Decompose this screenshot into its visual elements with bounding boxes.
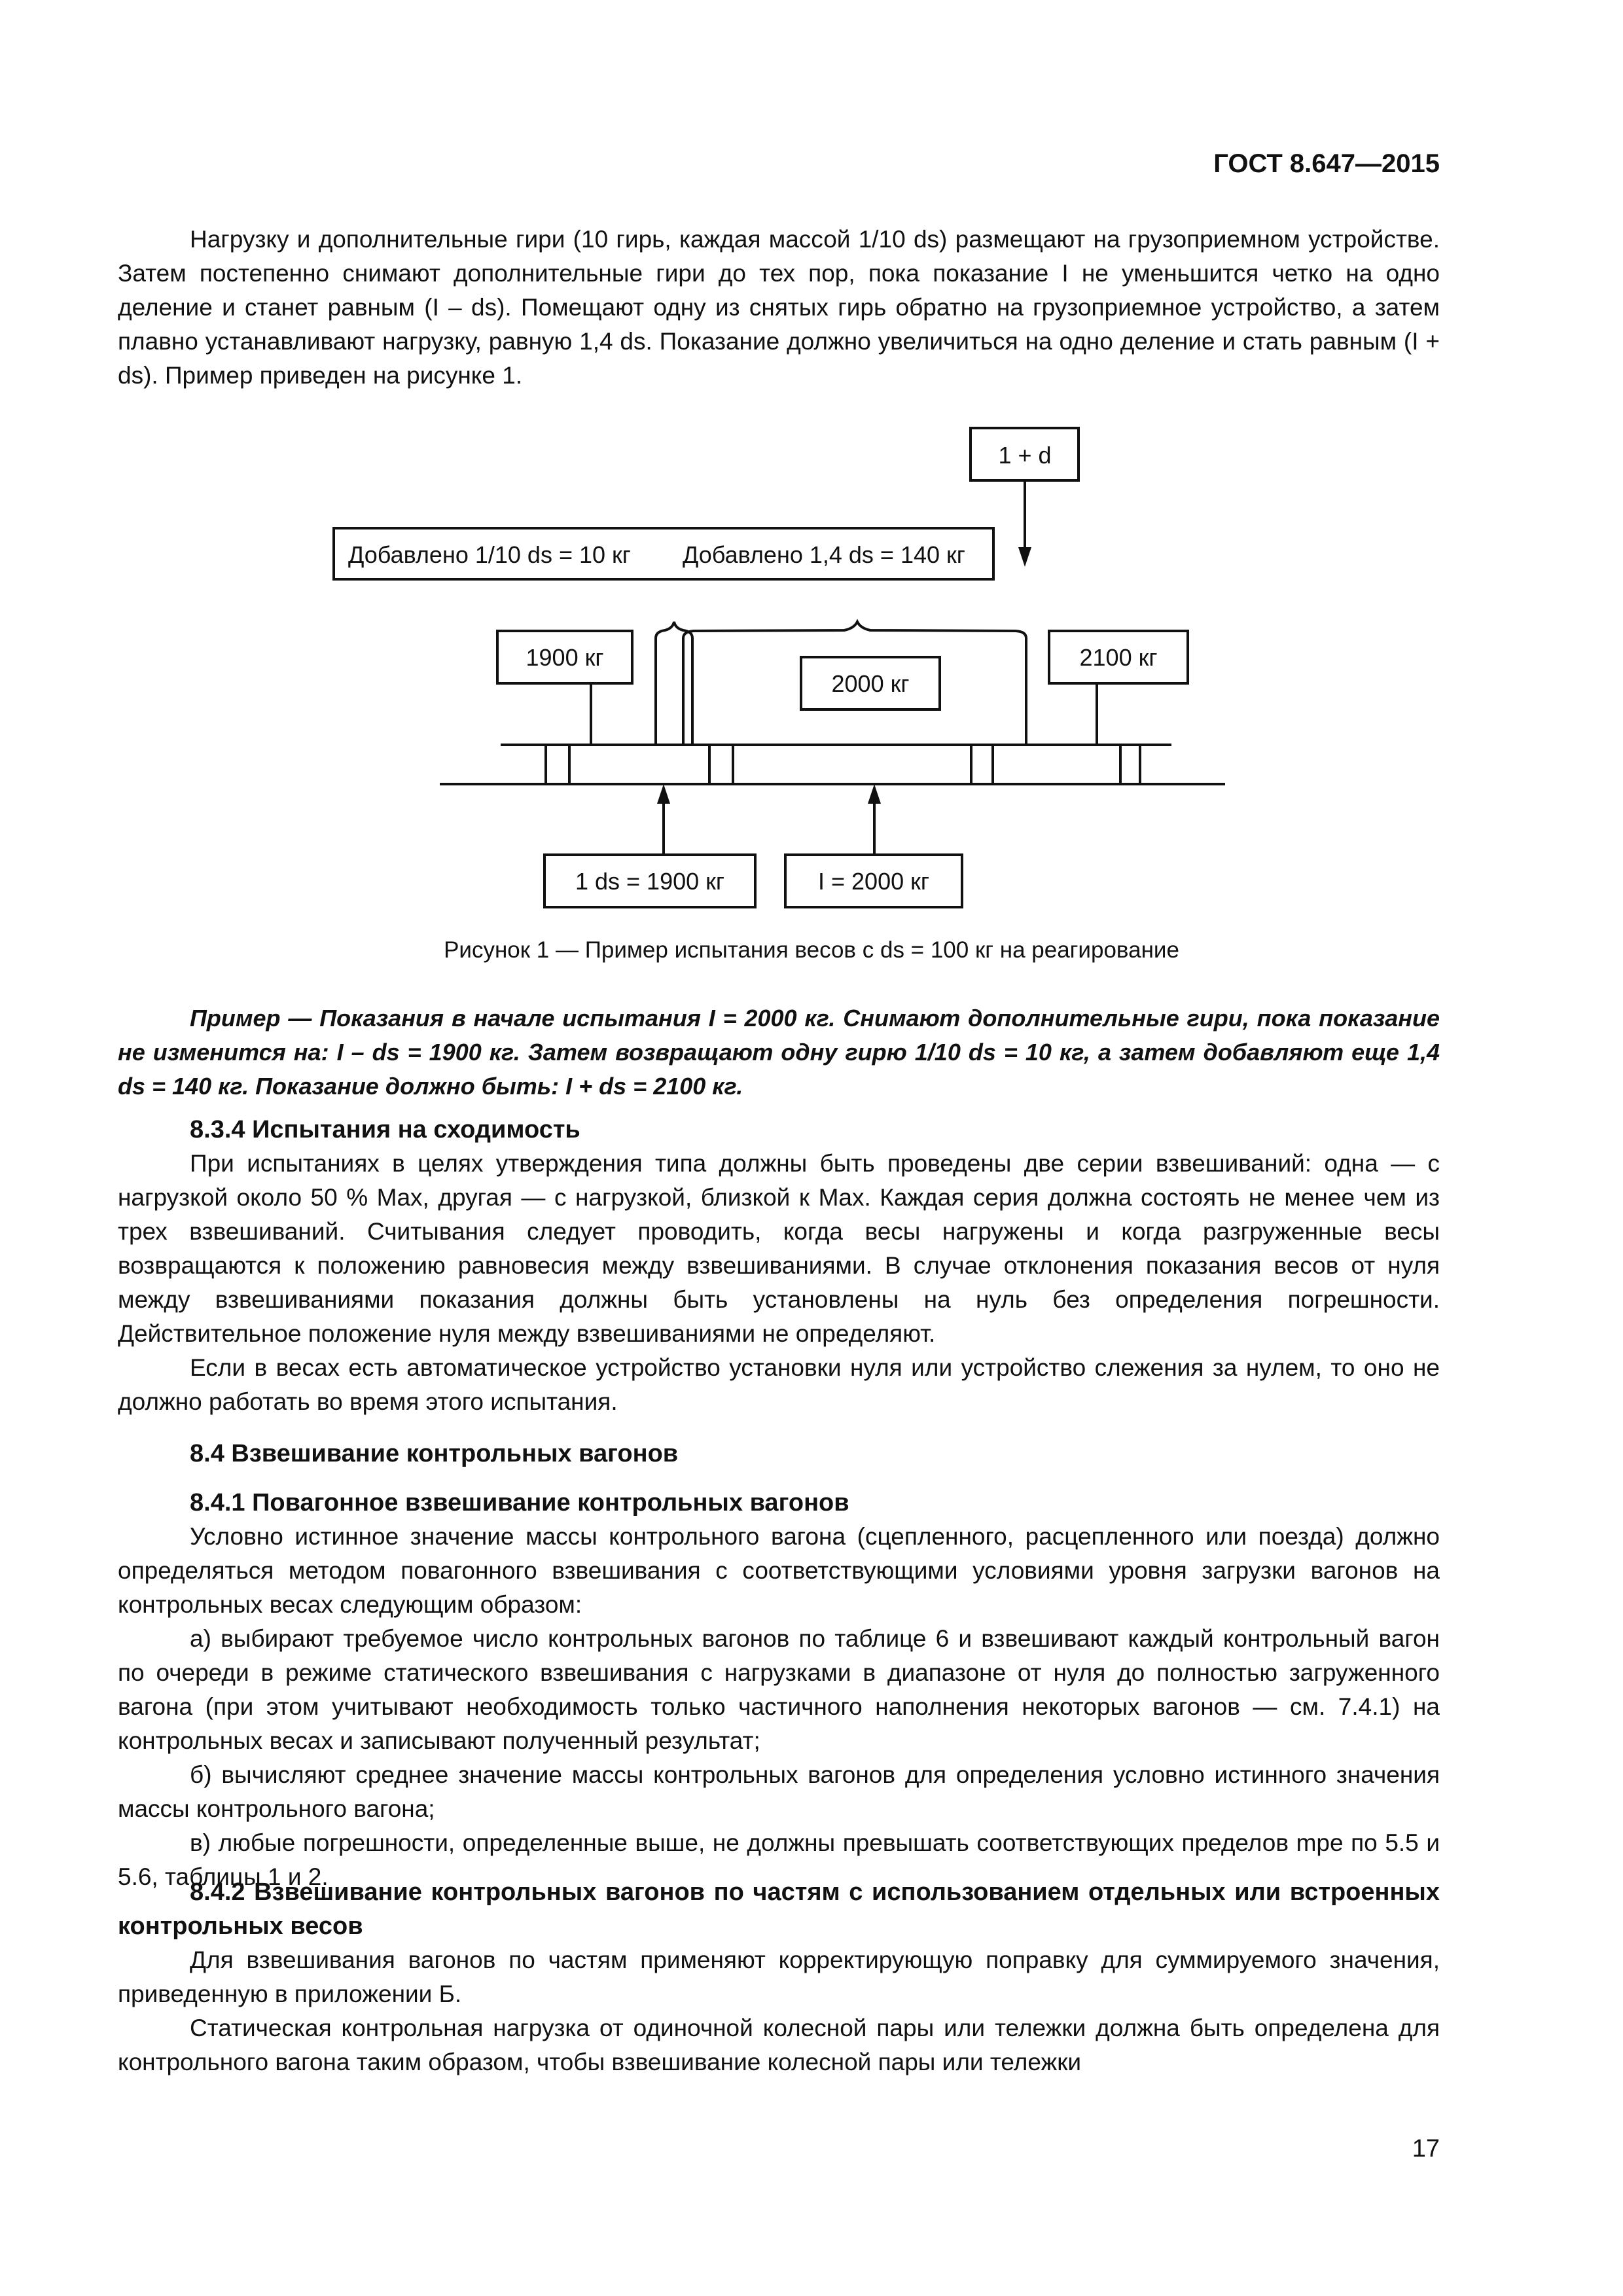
s842-p2: Статическая контрольная нагрузка от одиночной колесной пары или тележки должна быть определена для контрольного вагона таким образом, чтобы взвешивание колесной пары или тележки: [118, 2015, 1440, 2075]
heading-8-4-1: 8.4.1 Повагонное взвешивание контрольных вагонов: [190, 1489, 849, 1516]
added-right-label: Добавлено 1,4 ds = 140 кг: [683, 541, 965, 568]
intro-text: Нагрузку и дополнительные гири (10 гирь, каждая массой 1/10 ds) размещают на грузоприемном устройстве. Затем постепенно снимают дополнительные гири до тех пор, пока показание I не уменьшится четко на одно деление и станет равным (I – ds). Помещают одну из снятых гирь обратно на грузоприемное устройство, а затем плавно устанавливают нагрузку, равную 1,4 ds. Показание должно увеличиться на одно деление и стать равным (I + ds). Пример приведен на рисунке 1.: [118, 226, 1440, 389]
s842-p1: Для взвешивания вагонов по частям применяют корректирующую поправку для суммируемого значения, приведенную в приложении Б.: [118, 1946, 1440, 2007]
top-arrow-head: [1018, 547, 1031, 567]
figure-caption: Рисунок 1 — Пример испытания весов с ds = 100 кг на реагирование: [444, 937, 1179, 963]
bottom-left-label: 1 ds = 1900 кг: [575, 868, 725, 895]
heading-8-3-4: 8.3.4 Испытания на сходимость: [190, 1116, 580, 1143]
box-2000-label: 2000 кг: [831, 670, 910, 697]
section-8-3-4: [118, 1113, 1440, 1419]
box-1900-label: 1900 кг: [526, 644, 604, 671]
section-8-4-1: [118, 1486, 1440, 1894]
section-8-4-2: [118, 1875, 1440, 2079]
arrow-left-head: [657, 784, 670, 804]
example-text: Пример — Показания в начале испытания I = 2000 кг. Снимают дополнительные гири, пока показание не изменится на: I – ds = 1900 кг. Затем возвращают одну гирю 1/10 ds = 10 кг, а затем добавляют еще 1,4 ds = 140 кг. Показание должно быть: I + ds = 2100 кг.: [118, 1005, 1440, 1100]
bottom-right-label: I = 2000 кг: [818, 868, 929, 895]
top-box-label: 1 + d: [998, 442, 1052, 469]
box-2100-label: 2100 кг: [1079, 644, 1158, 671]
heading-8-4: 8.4 Взвешивание контрольных вагонов: [190, 1440, 679, 1467]
added-left-label: Добавлено 1/10 ds = 10 кг: [348, 541, 631, 568]
page-number: 17: [1412, 2135, 1440, 2162]
section-8-4: [118, 1437, 1440, 1471]
heading-8-4-2: 8.4.2 Взвешивание контрольных вагонов по частям с использованием отдельных или встроенных контрольных весов: [118, 1878, 1440, 1940]
s834-p1: При испытаниях в целях утверждения типа должны быть проведены две серии взвешиваний: одна — с нагрузкой около 50 % Max, другая — с нагрузкой, близкой к Max. Каждая серия должна состоять не менее чем из трех взвешиваний. Считывания следует проводить, когда весы нагружены и когда разгруженные весы возвращаются к положению равновесия между взвешиваниями. В случае отклонения показания весов от нуля между взвешиваниями показания должны быть установлены на нуль без определения погрешности. Действительное положение нуля между взвешиваниями не определяют.: [118, 1150, 1440, 1347]
left-bracket: [656, 622, 692, 745]
figure-diagram: [0, 393, 1623, 916]
arrow-right-head: [868, 784, 881, 804]
s841-item-a: а) выбирают требуемое число контрольных вагонов по таблице 6 и взвешивают каждый контрольный вагон по очереди в режиме статического взвешивания с нагрузками в диапазоне от нуля до полностью загруженного вагона (при этом учитывают необходимость только частичного наполнения некоторых вагонов — см. 7.4.1) на контрольных весах и записывают полученный результат;: [118, 1625, 1440, 1754]
s841-item-b: б) вычисляют среднее значение массы контрольных вагонов для определения условно истинного значения массы контрольного вагона;: [118, 1761, 1440, 1822]
intro-paragraph: [118, 223, 1440, 393]
document-id: ГОСТ 8.647—2015: [1213, 149, 1440, 178]
s834-p2: Если в весах есть автоматическое устройство установки нуля или устройство слежения за нулем, то оно не должно работать во время этого испытания.: [118, 1354, 1440, 1415]
s841-p1: Условно истинное значение массы контрольного вагона (сцепленного, расцепленного или поезда) должно определяться методом повагонного взвешивания с соответствующими условиями уровня загрузки вагонов на контрольных весах следующим образом:: [118, 1523, 1440, 1618]
s841-item-c: в) любые погрешности, определенные выше, не должны превышать соответствующих пределов mpe по 5.5 и 5.6, таблицы 1 и 2.: [118, 1829, 1440, 1890]
example-block: [118, 1001, 1440, 1103]
